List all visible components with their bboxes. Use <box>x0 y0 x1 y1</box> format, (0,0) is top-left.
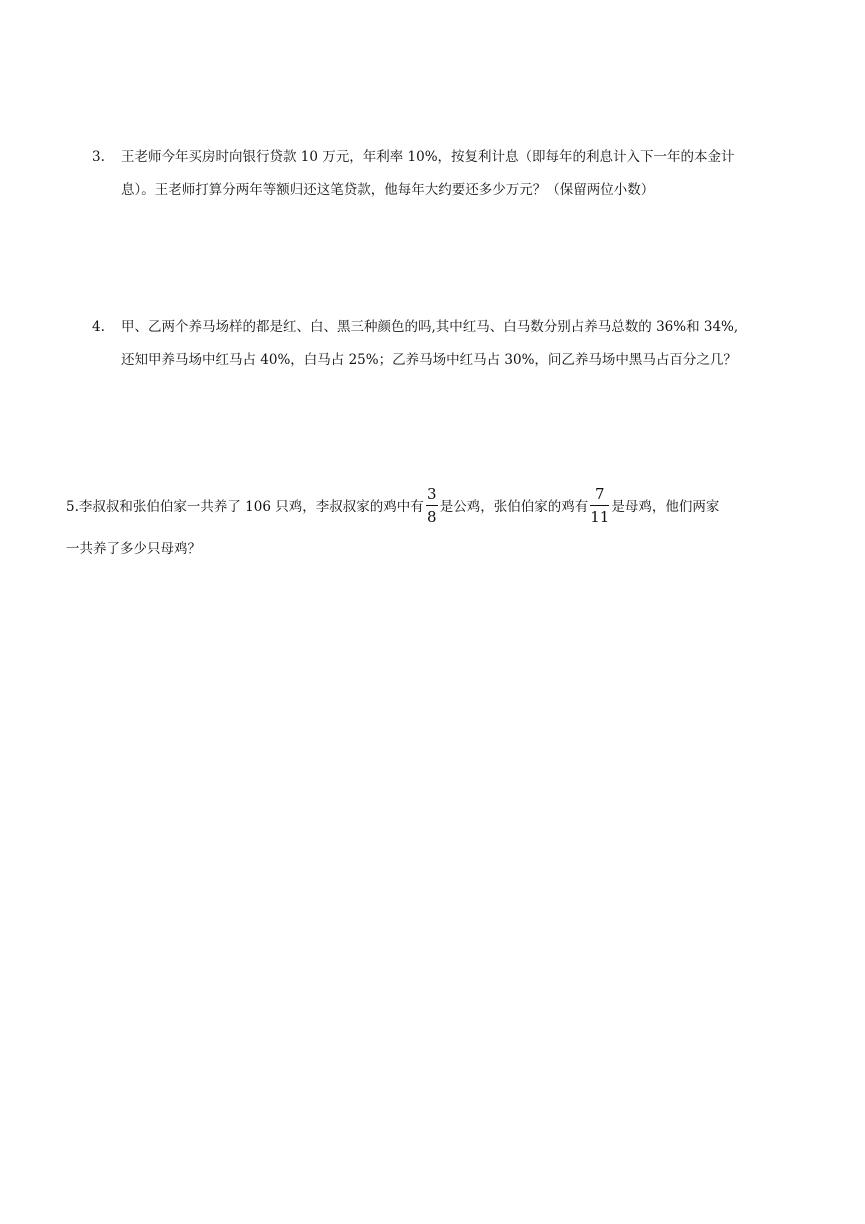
question-text-line: 甲、乙两个养马场样的都是红、白、黑三种颜色的吗,其中红马、白马数分别占养马总数的 36%和 34%, <box>121 319 739 335</box>
question-text-line: 王老师今年买房时向银行贷款 10 万元，年利率 10%，按复利计息（即每年的利息计入下一年的本金计 <box>121 149 735 165</box>
fraction-denominator: 8 <box>426 507 437 526</box>
fraction-denominator: 11 <box>590 507 610 526</box>
fraction-3-8 <box>426 485 438 526</box>
fraction-numerator: 7 <box>595 484 605 503</box>
fraction-numerator: 3 <box>426 484 437 503</box>
question-text-line: 还知甲养马场中红马占 40%，白马占 25%；乙养马场中红马占 30%，问乙养马场中黑马占百分之几？ <box>121 352 737 368</box>
fraction-7-11 <box>590 485 609 526</box>
question-text-line: 一共养了多少只母鸡？ <box>66 541 201 557</box>
question-text-line <box>66 482 719 528</box>
fraction-bar <box>590 505 609 506</box>
question-text-segment: 是母鸡，他们两家 <box>611 499 720 515</box>
question-text-segment: 5.李叔叔和张伯伯家一共养了 106 只鸡，李叔叔家的鸡中有 <box>66 499 424 515</box>
question-number: 3. <box>92 149 105 165</box>
question-text-segment: 是公鸡，张伯伯家的鸡有 <box>439 499 589 515</box>
question-text-line: 息）。王老师打算分两年等额归还这笔贷款，他每年大约要还多少万元？（保留两位小数） <box>121 182 655 198</box>
question-number: 4. <box>92 319 105 335</box>
fraction-bar <box>426 505 438 506</box>
